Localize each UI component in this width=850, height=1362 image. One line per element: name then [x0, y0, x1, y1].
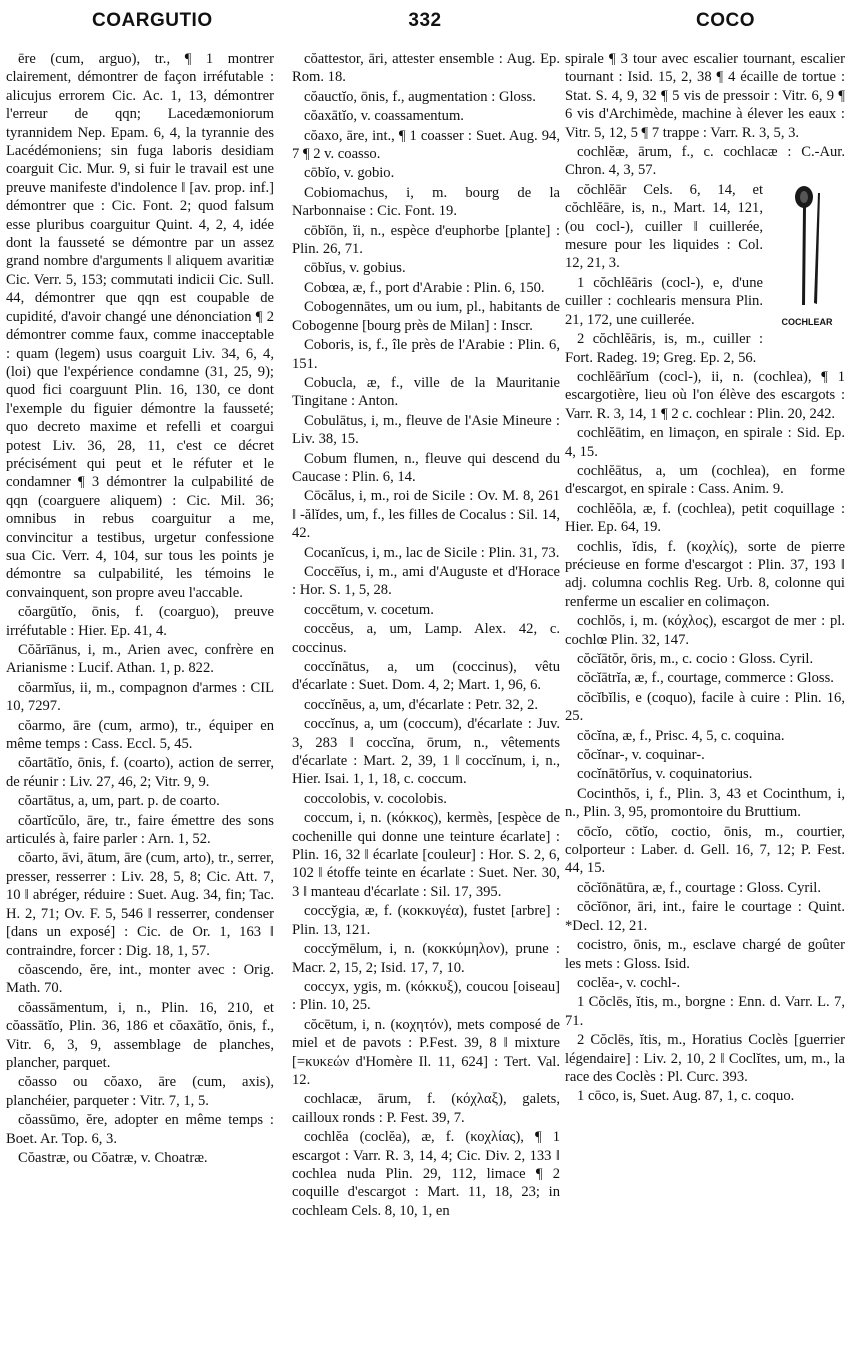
dictionary-entry: cŏarmo, āre (cum, armo), tr., équiper en même temps : Cass. Eccl. 5, 45. — [6, 717, 274, 753]
dictionary-entry: cŏcĭōnātūra, æ, f., courtage : Gloss. Cyril. — [577, 879, 821, 896]
dictionary-entry: cochlĕārĭum (cocl-), ii, n. (cochlea), ¶ 1 escargotière, lieu où l'on élève des escargots : Varr. R. 3, 14, 1 ¶ 2 c. cochlear : Plin. 20, 242. — [565, 368, 845, 422]
dictionary-entry: cŏchlĕār Cels. 6, 14, et cŏchlĕāre, is, n., Mart. 14, 121, (ou cocl-), cuiller ‖ cuillerée, mesure pour les liquides : Col. 12, 21, 3. — [565, 181, 763, 272]
dictionary-entry: cŏassāmentum, i, n., Plin. 16, 210, et cŏassātĭo, Plin. 36, 186 et cŏaxātĭo, ōnis, f., Vitr. 6, 3, 9, assemblage de planches, plancher, parquet. — [6, 999, 274, 1071]
dictionary-entry: 1 Cŏclēs, ĭtis, m., borgne : Enn. d. Varr. L. 7, 71. — [565, 994, 845, 1029]
dictionary-entry: coccĕus, a, um, Lamp. Alex. 42, c. coccinus. — [292, 621, 560, 656]
dictionary-entry: cochlis, ĭdis, f. (κοχλίς), sorte de pierre précieuse en forme d'escargot : Plin. 37, 193 ‖ adj. columna cochlis Reg. Urb. 8, colonne qui renferme un escalier en colimaçon. — [565, 538, 845, 610]
dictionary-entry: Cobum flumen, n., fleuve qui descend du Caucase : Plin. 6, 14. — [292, 450, 560, 485]
dictionary-entry: cochlĕa (coclĕa), æ, f. (κοχλίας), ¶ 1 escargot : Varr. R. 3, 14, 4; Cic. Div. 2, 133 ‖ cochlea nuda Plin. 29, 112, limace ¶ 2 coquille d'escargot : Mart. 11, 18, 23; in cochleam Cels. 8, 10, 1, en — [292, 1129, 560, 1219]
dictionary-entry: cŏassūmo, ĕre, adopter en même temps : Boet. Ar. Top. 6, 3. — [6, 1112, 274, 1147]
dictionary-entry: Cocanĭcus, i, m., lac de Sicile : Plin. 31, 73. — [304, 544, 560, 561]
dictionary-entry: coclĕa-, v. cochl-. — [577, 974, 681, 991]
dictionary-entry: coccum, i, n. (κόκκος), kermès, [espèce de cochenille qui donne une teinture écarlate] : Plin. 16, 32 ‖ écarlate [couleur] : Hor. S. 2, 6, 102 ‖ étoffe teinte en écarlate : Suet. Ner. 30, 3 ‖ manteau d'écarlate : Sil. 17, 395. — [292, 810, 560, 900]
dictionary-entry: 1 cōco, is, Suet. Aug. 87, 1, c. coquo. — [577, 1088, 795, 1105]
dictionary-entry: coccĭnātus, a, um (coccinus), vêtu d'écarlate : Suet. Dom. 4, 2; Mart. 1, 96, 6. — [292, 659, 560, 694]
dictionary-entry: cochlĕātus, a, um (cochlea), en forme d'escargot, en spirale : Cass. Anim. 9. — [565, 462, 845, 498]
dictionary-entry: cŏartĭcŭlo, āre, tr., faire émettre des sons articulés à, faire parler : Arn. 1, 52. — [6, 812, 274, 848]
dictionary-entry: Cōcălus, i, m., roi de Sicile : Ov. M. 8, 261 ‖ -ălĭdes, um, f., les filles de Cocalus : Sil. 14, 42. — [292, 488, 560, 542]
dictionary-entry: cochlĕātim, en limaçon, en spirale : Sid. Ep. 4, 15. — [565, 425, 845, 460]
dictionary-entry: cŏarto, āvi, ātum, āre (cum, arto), tr., serrer, presser, resserrer : Liv. 28, 5, 8; Cic. Att. 7, 10 ‖ abréger, réduire : Suet. Aug. 34, fin; Tac. H. 2, 71; Ov. F. 5, 546 ‖ resserrer, condenser [dans un exposé] : Cic. de Or. 1, 163 ‖ contraindre, forcer : Dig. 18, 1, 57. — [6, 850, 274, 959]
dictionary-entry: cochlacæ, ārum, f. (κόχλαξ), galets, cailloux ronds : P. Fest. 39, 7. — [292, 1091, 560, 1126]
dictionary-entry: Cŏastræ, ou Cŏatræ, v. Choatræ. — [18, 1149, 208, 1166]
spoon-icon — [787, 183, 827, 313]
dictionary-entry: cŏascendo, ĕre, int., monter avec : Orig. Math. 70. — [6, 961, 274, 997]
guide-word-left: COARGUTIO — [92, 10, 213, 31]
dictionary-entry: cŏarmĭus, ii, m., compagnon d'armes : CIL 10, 7297. — [6, 679, 274, 715]
dictionary-entry: coccētum, v. cocetum. — [304, 601, 434, 618]
dictionary-entry: cŏartātĭo, ōnis, f. (coarto), action de serrer, de réunir : Liv. 27, 46, 2; Vitr. 9, 9. — [6, 755, 274, 790]
dictionary-entry: cochlĕæ, ārum, f., c. cochlacæ : C.-Aur. Chron. 4, 3, 57. — [565, 144, 845, 179]
dictionary-entry: cŏcĭātrĭa, æ, f., courtage, commerce : Gloss. — [577, 670, 834, 687]
figure-caption: COCHLEAR — [781, 316, 833, 327]
dictionary-entry: cōbĭo, v. gobio. — [304, 165, 395, 182]
dictionary-entry: Cŏărīānus, i, m., Arien avec, confrère en Arianisme : Lucif. Athan. 1, p. 822. — [6, 642, 274, 677]
dictionary-entry: coccyx, ygis, m. (κόκκυξ), coucou [oiseau] : Plin. 10, 25. — [292, 978, 560, 1014]
dictionary-entry: cŏcētum, i, n. (κοχητόν), mets composé de miel et de pavots : P.Fest. 39, 8 ‖ mixture [=κυκεών d'Homère Il. 11, 624] : Tert. Val. 12. — [292, 1016, 560, 1088]
dictionary-entry: cocĭnātōrĭus, v. coquinatorius. — [577, 766, 753, 783]
column-3 — [565, 50, 845, 1350]
dictionary-entry: cŏaxo, āre, int., ¶ 1 coasser : Suet. Aug. 94, 7 ¶ 2 v. coasso. — [292, 127, 560, 163]
dictionary-entry: cŏcĭna, æ, f., Prisc. 4, 5, c. coquina. — [577, 727, 785, 744]
dictionary-entry: Cobulātus, i, m., fleuve de l'Asie Mineure : Liv. 38, 15. — [292, 412, 560, 448]
dictionary-entry: Coccēĭus, i, m., ami d'Auguste et d'Horace : Hor. S. 1, 5, 28. — [292, 563, 560, 599]
column-2 — [292, 50, 560, 1350]
dictionary-entry: coccy̆gia, æ, f. (κοκκυγέα), fustet [arbre] : Plin. 13, 121. — [292, 903, 560, 938]
dictionary-entry: Cobœa, æ, f., port d'Arabie : Plin. 6, 150. — [304, 279, 545, 296]
dictionary-entry: cŏcĭnar-, v. coquinar-. — [577, 747, 705, 764]
dictionary-entry: coccolobis, v. cocolobis. — [304, 790, 447, 807]
dictionary-entry: cŏasso ou cŏaxo, āre (cum, axis), planchéier, parqueter : Vitr. 7, 1, 5. — [6, 1074, 274, 1109]
guide-word-right: COCO — [696, 10, 755, 31]
cochlear-spoon-illustration — [769, 183, 845, 331]
dictionary-entry: coccĭnus, a, um (coccum), d'écarlate : Juv. 3, 283 ‖ coccĭna, ōrum, n., vêtements d'écarlate : Mart. 2, 39, 1 ‖ coccĭnum, i, n., Hier. Isai. 1, 1, 18, c. coccum. — [292, 716, 560, 788]
dictionary-entry: 2 Cŏclēs, ĭtis, m., Horatius Coclès [guerrier légendaire] : Liv. 2, 10, 2 ‖ Coclĭtes, um, m., la race des Coclès : Pl. Curc. 393. — [565, 1032, 845, 1085]
dictionary-entry: Coboris, is, f., île près de l'Arabie : Plin. 6, 151. — [292, 337, 560, 372]
dictionary-entry: 2 cŏchlĕāris, is, m., cuiller : Fort. Radeg. 19; Greg. Ep. 2, 56. — [565, 331, 763, 366]
dictionary-entry: cŏauctĭo, ōnis, f., augmentation : Gloss. — [304, 88, 536, 105]
dictionary-entry: 1 cŏchlĕāris (cocl-), e, d'une cuiller : cochlearis mensura Plin. 21, 172, une cuillerée. — [565, 274, 763, 328]
dictionary-entry: Cobucla, æ, f., ville de la Mauritanie Tingitane : Anton. — [292, 374, 560, 410]
dictionary-entry: spirale ¶ 3 tour avec escalier tournant, escalier tournant : Isid. 15, 2, 38 ¶ 4 écaille de tortue : Stat. S. 4, 9, 32 ¶ 5 vis de pressoir : Vitr. 6, 9 ¶ 6 vis d'Archimède, machine à élever les eaux : Vitr. 5, 12, 5 ¶ 7 trappe : Varr. R. 3, 5, 3. — [565, 51, 845, 141]
dictionary-entry: Cobiomachus, i, m. bourg de la Narbonnaise : Cic. Font. 19. — [292, 184, 560, 220]
dictionary-entry: cōbĭōn, ĭi, n., espèce d'euphorbe [plante] : Plin. 26, 71. — [292, 222, 560, 258]
dictionary-entry: cŏargūtĭo, ōnis, f. (coarguo), preuve irréfutable : Hier. Ep. 41, 4. — [6, 604, 274, 639]
dictionary-entry: coccĭnĕus, a, um, d'écarlate : Petr. 32, 2. — [304, 696, 539, 713]
dictionary-entry: cŏartātus, a, um, part. p. de coarto. — [18, 793, 220, 810]
dictionary-entry: cochlĕŏla, æ, f. (cochlea), petit coquillage : Hier. Ep. 64, 19. — [565, 500, 845, 536]
column-1 — [6, 50, 274, 1350]
dictionary-entry: cŏcĭātŏr, ōris, m., c. cocio : Gloss. Cyril. — [577, 651, 814, 667]
dictionary-entry: cōbĭus, v. gobius. — [304, 260, 406, 277]
page-number: 332 — [408, 10, 442, 31]
dictionary-entry: cōcĭo, cōtĭo, coctio, ōnis, m., courtier, colporteur : Laber. d. Gell. 16, 7, 12; P. Fest. 44, 15. — [565, 823, 845, 877]
dictionary-entry: cŏaxātĭo, v. coassamentum. — [304, 108, 464, 125]
dictionary-entry: cŏattestor, āri, attester ensemble : Aug. Ep. Rom. 18. — [292, 51, 560, 86]
running-header — [0, 10, 850, 38]
dictionary-entry: coccy̆mēlum, i, n. (κοκκύμηλον), prune : Macr. 2, 15, 2; Isid. 17, 7, 10. — [292, 941, 560, 976]
dictionary-entry: cŏcĭbĭlis, e (coquo), facile à cuire : Plin. 16, 25. — [565, 689, 845, 725]
dictionary-entry: cocistro, ōnis, m., esclave chargé de goûter les mets : Gloss. Isid. — [565, 937, 845, 972]
dictionary-entry: cŏcĭōnor, āri, int., faire le courtage : Quint. *Decl. 12, 21. — [565, 899, 845, 934]
dictionary-entry: Cobogennātes, um ou ium, pl., habitants de Cobogenne [bourg près de Milan] : Inscr. — [292, 299, 560, 334]
dictionary-entry: ēre (cum, arguo), tr., ¶ 1 montrer clairement, démontrer de façon irréfutable : alicujus errorem Cic. Ac. 1, 13, démontrer l'erreur de qqn; Lacedæmoniorum tyrannidem Nep. Epam. 6, 4, la tyrannie des Lacédémoniens; sin fuga laboris desidiam coarguit Cic. Mur. 9, si fuir le travail est une preuve manifeste d'indolence ‖ [av. prop. inf.] démontrer que : Cic. Font. 2; quod falsum esse pluribus coarguitur Quint. 4, 2, 4, idée dont la fausseté se démontre par un assez grand nombre d'arguments ‖ aliquem avaritiæ Cic. Verr. 5, 153; commutati indicii Cic. Sull. 44, démontrer que qqn est coupable de cupidité, d'avoir changé une dénonciation ¶ 2 démontrer comme faux, comme inacceptable : quam (legem) usus coarguit Liv. 34, 6, 4, (loi) que l'expérience condamne (31, 25, 9); quod fici coarguunt Plin. 16, 130, ce dont l'exemple du figuier démontre la fausseté; quo decreto maxime et refelli et coargui potest Liv. 36, 28, 11, c'est ce décret précisément qui peut et le réfuter et le condamner ¶ 3 démontrer la culpabilité de qqn (coarguere aliquem) : Cic. Mil. 36; omnibus in rebus coarguitur a me, convincitur a testibus, urgetur confessione sua Cic. Verr. 4, 104, sur tous les points je démontre sa culpabilité, les témoins le convainquent, son propre aveu l'accable. — [6, 51, 274, 601]
dictionary-entry: Cocinthŏs, i, f., Plin. 3, 43 et Cocinthum, i, n., Plin. 3, 95, promontoire du Bruttium. — [565, 785, 845, 821]
dictionary-entry: cochlŏs, i, m. (κόχλος), escargot de mer : pl. cochlœ Plin. 32, 147. — [565, 613, 845, 648]
